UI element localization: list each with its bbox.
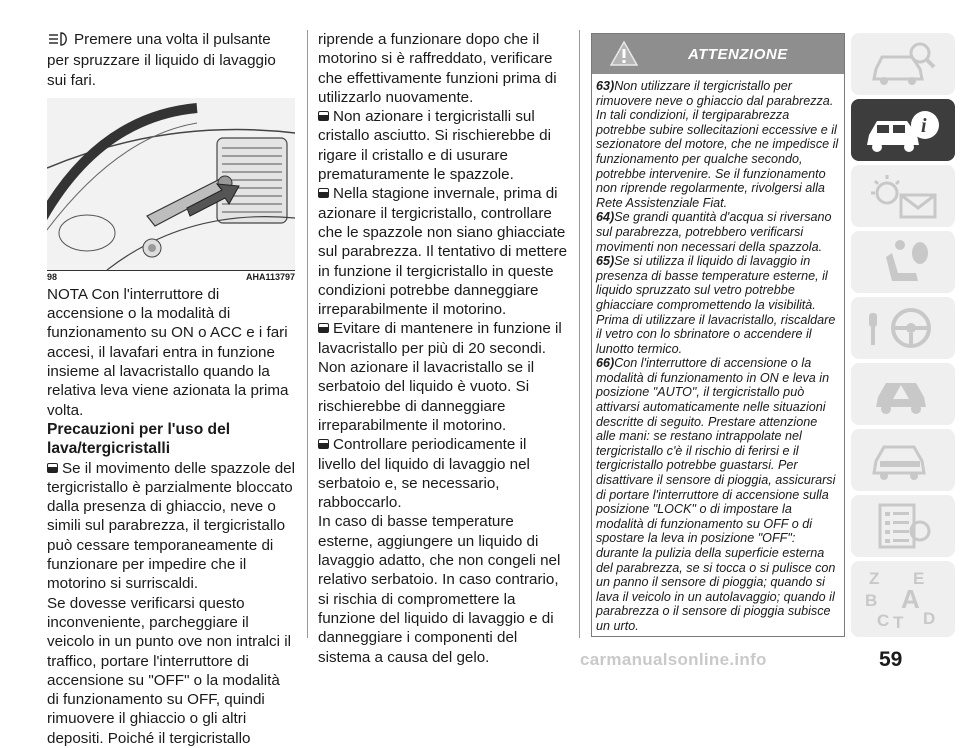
figure-code: AHA113797 [245, 271, 295, 282]
section-heading: Precauzioni per l'uso del lava/tergicristalli [47, 420, 231, 458]
headlamp-washer-icon [47, 32, 71, 51]
warning-item-number: 63) [596, 79, 615, 93]
svg-text:E: E [913, 569, 925, 588]
warning-item-text: Se si utilizza il liquido di lavaggio in presenza di basse temperature esterne, il liquido spruzzato sul vetro potrebbe ghiacciare compromettendo la visibilità. Prima di utilizzare il lavacristallo, riscaldare il vetro con lo sbrinatore o accendere il lunotto termico. [596, 254, 836, 356]
tab-warning-lights[interactable] [851, 165, 955, 227]
figure-caption [47, 270, 295, 283]
warning-item [596, 356, 840, 633]
tab-car-overview[interactable] [851, 33, 955, 95]
bullet-square-icon [318, 439, 329, 449]
bullet-square-icon [47, 463, 58, 473]
bullet-text: Non azionare i tergicristalli sul cristallo asciutto. Si rischierebbe di rigare il cristallo e di usurare prematuramente le spazzole. [318, 108, 551, 184]
warning-item-number: 64) [596, 210, 615, 225]
tab-car-info[interactable] [851, 99, 955, 161]
key-steering-wheel-icon [863, 303, 943, 353]
bullet-square-icon [318, 188, 329, 198]
warning-item [596, 210, 840, 254]
warning-title: ATTENZIONE [688, 46, 788, 63]
bullet-text: Se il movimento delle spazzole del tergicristallo è parzialmente bloccato dalla presenza di ghiaccio, neve o simili sul parabrezza, il tergicristallo può cessare temporaneamente di funzionare per impedire che il motorino si surriscaldi. [47, 459, 295, 593]
svg-text:D: D [923, 609, 936, 628]
warning-item-text: Non utilizzare il tergicristallo per rimuovere neve o ghiaccio dal parabrezza. In tali condizioni, il tergiparabrezza potrebbe subire sollecitazioni eccessive e il sezionatore del motore, che ne impedisce il funzionamento per qualche secondo, potrebbe intervenire. Se il funzionamento non riprende regolarmente, rivolgersi alla Rete Assistenziale Fiat. [596, 79, 839, 210]
bullet-text: Controllare periodicamente il livello del liquido di lavaggio nel serbatoio e, se necessario, rabboccarlo. [318, 436, 530, 512]
warning-item-text: Con l'interruttore di accensione o la modalità di funzionamento in ON e leva in posizione "AUTO", il tergicristallo può attivarsi automaticamente nelle situazioni descritte di seguito. Prestare attenzione alle mani: se restano intrappolate nel tergicristallo c'è il rischio di ferirsi e il tergicristallo potrebbe guastarsi. Per disattivare il sensore di pioggia, assicurarsi di portare l'interruttore di accensione sulla posizione "LOCK" o di impostare la modalità di funzionamento su OFF o di spostare la leva in posizione "OFF": durante la pulizia della superficie esterna del parabrezza, se si tocca o si pulisce con un panno il sensore di pioggia; quando si lava il veicolo in un autolavaggio; quando il parabrezza o il sensore di pioggia subisce un urto. [596, 356, 836, 633]
column-divider [307, 30, 308, 638]
tab-safety[interactable] [851, 231, 955, 293]
warning-header [592, 34, 844, 74]
warning-lights-envelope-icon [863, 171, 943, 221]
column-1 [47, 30, 295, 748]
checklist-icon [868, 501, 938, 551]
column-divider [579, 30, 580, 638]
svg-text:B: B [865, 591, 878, 610]
warning-item-number: 65) [596, 254, 615, 269]
bullet-item [318, 107, 568, 184]
warning-item [596, 79, 840, 210]
bullet-item [318, 435, 568, 512]
warning-item-text: Se grandi quantità d'acqua si riversano sul parabrezza, potrebbero verificarsi movimenti non necessari della spazzola. [596, 210, 832, 254]
tab-maintenance[interactable] [851, 429, 955, 491]
bullet-text: Evitare di mantenere in funzione il lavacristallo per più di 20 secondi. Non azionare il lavacristallo se il serbatoio del liquido è vuoto. Si rischierebbe di danneggiare irreparabilmente il motorino. [318, 320, 562, 434]
column-2 [318, 30, 568, 667]
warning-triangle-icon [609, 40, 639, 72]
car-magnifier-icon [868, 39, 938, 89]
bullet-text: Nella stagione invernale, prima di azionare il tergicristallo, controllare che le spazzole non siano ghiacciate sul parabrezza. Il tentativo di mettere in funzione il tergicristallo in queste condizioni potrebbe danneggiare irreparabilmente il motorino. [318, 185, 568, 319]
bullet-item [318, 184, 568, 319]
warning-body [592, 74, 844, 634]
intro-paragraph [47, 30, 295, 90]
bullet-item [47, 459, 295, 594]
warning-item-number: 66) [596, 356, 615, 371]
paragraph: riprende a funzionare dopo che il motorino si è raffreddato, verificare che effettivamente funzioni prima di utilizzarlo nuovamente. [318, 31, 557, 106]
paragraph: Se dovesse verificarsi questo inconveniente, parcheggiare il veicolo in un punto ove non intralci il traffico, portare l'interruttore di accensione su "OFF" o la modalità di funzionamento su OFF, quindi rimuovere il ghiaccio o gli altri depositi. Poiché il tergicristallo [47, 594, 291, 747]
tab-emergency[interactable] [851, 363, 955, 425]
tab-technical-data[interactable] [851, 495, 955, 557]
nota-paragraph: NOTA Con l'interruttore di accensione o la modalità di funzionamento su ON o ACC e i fari accesi, il lavafari entra in funzione insieme al lavacristallo quando la relativa leva viene azionata la prima volta. [47, 285, 289, 419]
svg-text:A: A [901, 584, 920, 614]
seat-airbag-icon [868, 237, 938, 287]
intro-text: Premere una volta il pulsante per spruzzare il liquido di lavaggio sui fari. [47, 31, 276, 89]
svg-text:i: i [921, 115, 927, 137]
svg-text:C: C [877, 611, 890, 630]
car-warning-icon [868, 369, 938, 419]
bullet-square-icon [318, 323, 329, 333]
page-number: 59 [879, 648, 903, 671]
warning-item [596, 254, 840, 356]
bullet-square-icon [318, 111, 329, 121]
alphabet-index-icon [861, 566, 945, 632]
paragraph: In caso di basse temperature esterne, aggiungere un liquido di lavaggio adatto, che non congeli nel relativo serbatoio. In caso contrario, si rischia di compromettere la funzione del liquido di lavaggio e di danneggiare i componenti del sistema a causa del gelo. [318, 513, 561, 666]
car-wrench-icon [868, 435, 938, 485]
tab-driving[interactable] [851, 297, 955, 359]
car-info-icon [863, 105, 943, 155]
warning-box [591, 33, 845, 637]
figure-number: 98 [47, 271, 58, 282]
svg-text:T: T [893, 613, 904, 632]
figure-wiper-stalk [47, 98, 295, 270]
tab-index[interactable] [851, 561, 955, 637]
bullet-item [318, 319, 568, 435]
svg-text:Z: Z [869, 569, 880, 588]
watermark: carmanualsonline.info [580, 650, 767, 669]
